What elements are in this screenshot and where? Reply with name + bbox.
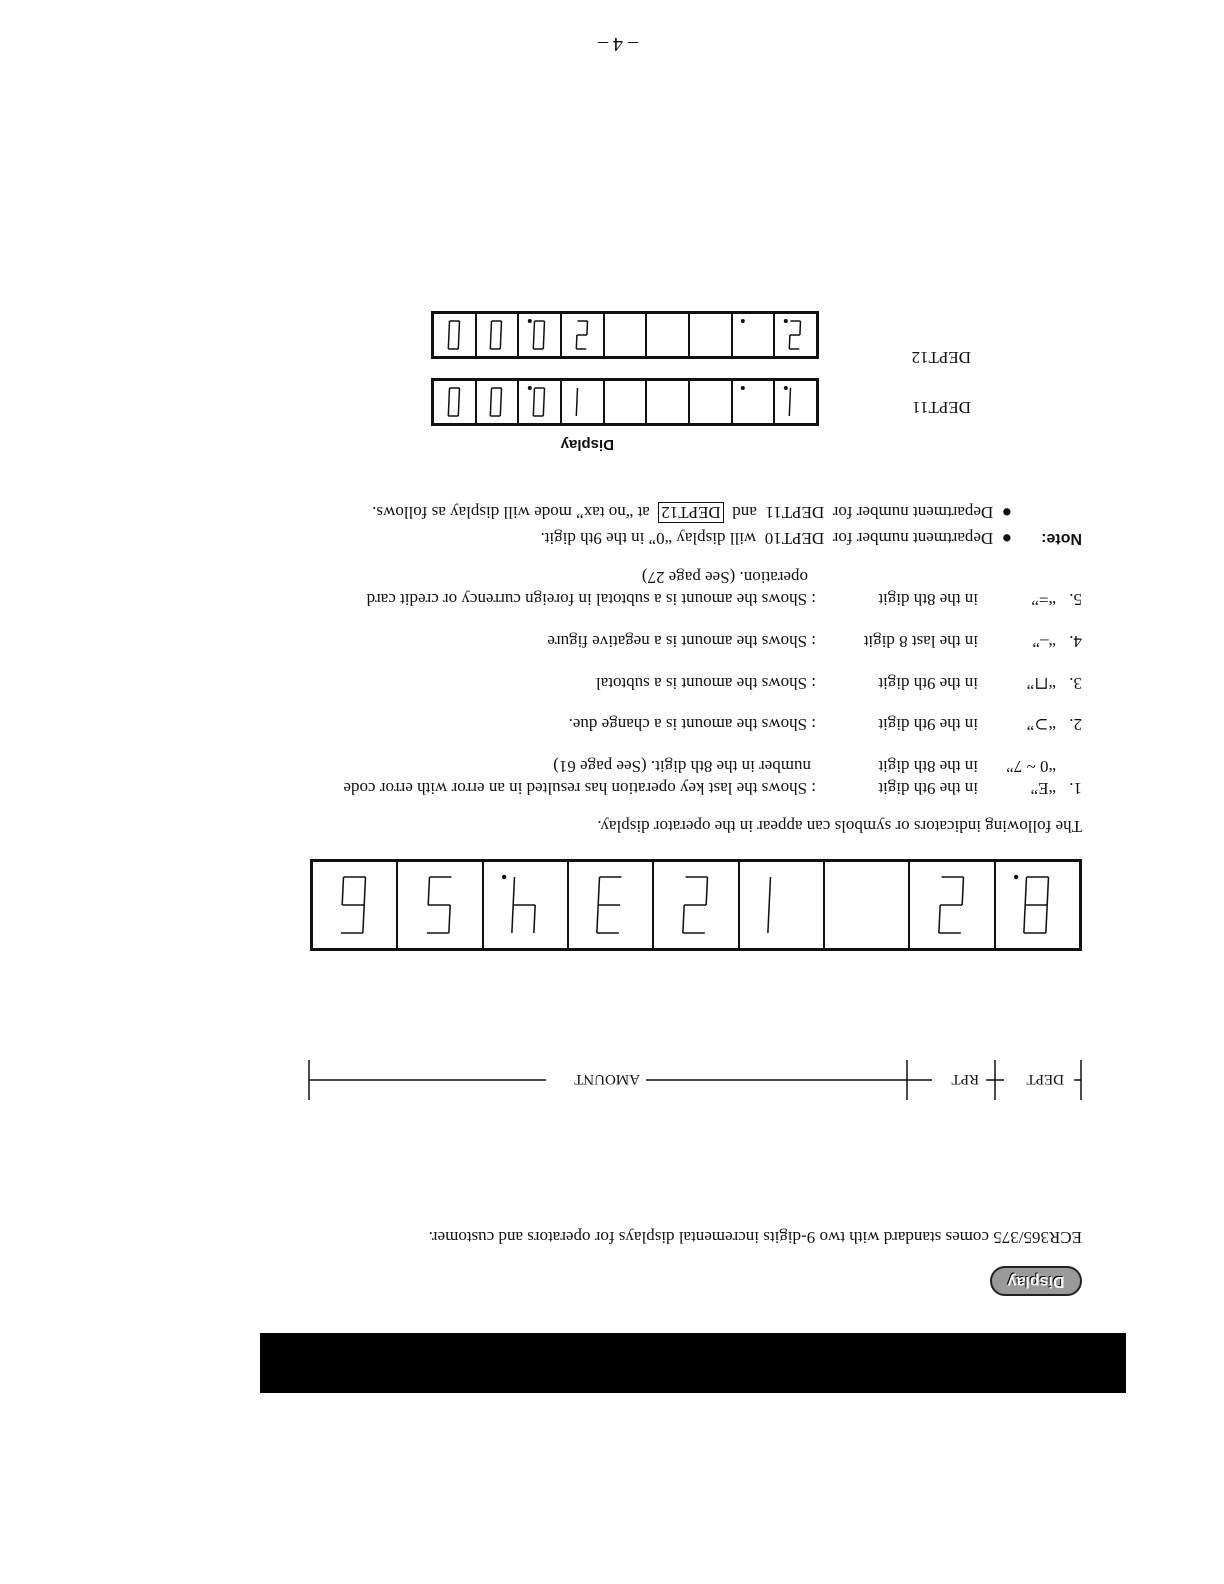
indicator-position: in the last 8 digit — [863, 632, 978, 651]
small-display-digit — [434, 314, 477, 356]
small-display-digit — [775, 381, 816, 423]
dept11-label: DEPT11 — [912, 398, 971, 417]
seven-segment-glyph — [996, 862, 1079, 948]
small-display-digit — [562, 381, 605, 423]
seven-segment-glyph — [484, 862, 567, 948]
note-text: Department number for — [832, 503, 994, 522]
seven-segment-glyph — [569, 862, 652, 948]
display-digit — [484, 862, 569, 948]
seven-segment-glyph — [911, 862, 994, 948]
small-display-digit — [562, 314, 605, 356]
display-digit — [825, 862, 910, 948]
indicators-heading: The following indicators or symbols can appear in the operator display. — [597, 817, 1082, 836]
indicator-description: : Shows the amount is a change due. — [568, 715, 816, 734]
rpt-group-label: RPT — [951, 1071, 979, 1087]
dept12-label: DEPT12 — [911, 348, 971, 367]
indicator-symbol: “E” — [1030, 779, 1056, 798]
seven-segment-glyph — [775, 381, 816, 423]
note-bullet — [372, 502, 1012, 522]
seven-segment-glyph — [647, 314, 688, 356]
note-bullet — [540, 528, 1012, 548]
indicator-number: 5. — [1069, 590, 1082, 609]
page-number: – 4 – — [598, 33, 638, 55]
seven-segment-glyph — [519, 314, 560, 356]
seven-segment-glyph — [399, 862, 482, 948]
seven-segment-glyph — [313, 862, 396, 948]
indicator-description: operation. (See page 27) — [641, 568, 808, 587]
display-caption: Display — [560, 436, 614, 453]
dept-key-boxed: DEPT12 — [658, 502, 724, 523]
small-display-digit — [477, 314, 520, 356]
seven-segment-glyph — [825, 862, 908, 948]
small-display-digit — [477, 381, 520, 423]
small-display-digit — [605, 314, 648, 356]
section-badge: Display — [990, 1266, 1082, 1296]
seven-segment-glyph — [562, 314, 603, 356]
dept12-display — [431, 311, 819, 359]
display-digit — [996, 862, 1079, 948]
small-display-digit — [647, 381, 690, 423]
indicator-symbol: “0 ~ 7” — [1006, 757, 1056, 776]
small-display-digit — [775, 314, 816, 356]
seven-segment-glyph — [655, 862, 738, 948]
seven-segment-glyph — [732, 381, 773, 423]
indicator-description: number in the 8th digit. (See page 61) — [553, 757, 811, 776]
indicator-symbol: “=” — [1031, 590, 1056, 609]
seven-segment-glyph — [604, 381, 645, 423]
small-display-digit — [519, 381, 562, 423]
small-display-digit — [519, 314, 562, 356]
seven-segment-glyph — [690, 314, 731, 356]
bullet-icon: ● — [1001, 529, 1012, 548]
seven-segment-glyph — [732, 314, 773, 356]
dept-group-label: DEPT — [1026, 1071, 1064, 1087]
seven-segment-glyph — [740, 862, 823, 948]
display-digit — [654, 862, 739, 948]
seven-segment-glyph — [434, 314, 475, 356]
indicator-number: 1. — [1069, 779, 1082, 798]
indicator-description: : Shows the amount is a negative figure — [547, 632, 816, 651]
indicator-symbol: “–” — [1032, 632, 1056, 651]
indicator-position: in the 8th digit — [878, 757, 978, 776]
header-bar — [260, 1333, 1126, 1393]
indicator-position: in the 8th digit — [878, 590, 978, 609]
dept-key-label: DEPT11 — [765, 503, 825, 522]
seven-segment-glyph — [775, 314, 816, 356]
indicator-position: in the 9th digit — [878, 715, 978, 734]
note-text: Department number for — [832, 529, 994, 548]
amount-group-label: AMOUNT — [574, 1071, 640, 1087]
display-digit — [569, 862, 654, 948]
note-text: will display “0” in the 9th digit. — [540, 529, 757, 548]
seven-segment-glyph — [519, 381, 560, 423]
indicator-description: : Shows the last key operation has resulted in an error with error code — [343, 779, 816, 798]
seven-segment-glyph — [562, 381, 603, 423]
small-display-digit — [605, 381, 648, 423]
small-display-digit — [690, 314, 733, 356]
indicator-number: 4. — [1069, 632, 1082, 651]
seven-segment-glyph — [434, 381, 475, 423]
indicator-number: 3. — [1069, 674, 1082, 693]
display-digit — [398, 862, 483, 948]
seven-segment-glyph — [604, 314, 645, 356]
dept-key-label: DEPT10 — [764, 529, 825, 548]
display-digit — [740, 862, 825, 948]
note-label: Note: — [1041, 530, 1082, 547]
indicator-number: 2. — [1069, 715, 1082, 734]
indicator-position: in the 9th digit — [878, 779, 978, 798]
note-text: and — [732, 503, 757, 522]
seven-segment-glyph — [476, 314, 517, 356]
indicator-description: : Shows the amount is a subtotal — [595, 674, 816, 693]
seven-segment-glyph — [476, 381, 517, 423]
seven-segment-glyph — [647, 381, 688, 423]
indicator-description: : Shows the amount is a subtotal in foreign currency or credit card — [366, 590, 816, 609]
display-digit — [313, 862, 398, 948]
small-display-digit — [733, 381, 776, 423]
seven-segment-glyph — [690, 381, 731, 423]
small-display-digit — [690, 381, 733, 423]
dept11-display — [431, 378, 819, 426]
small-display-digit — [647, 314, 690, 356]
bullet-icon: ● — [1001, 503, 1012, 522]
display-digit — [910, 862, 995, 948]
small-display-digit — [434, 381, 477, 423]
note-text: at “no tax” mode will display as follows. — [372, 503, 650, 522]
operator-display-example — [310, 859, 1082, 951]
indicator-symbol: “⊃” — [1026, 715, 1056, 734]
small-display-digit — [733, 314, 776, 356]
indicator-symbol: “⊓” — [1026, 674, 1056, 693]
indicator-position: in the 9th digit — [878, 674, 978, 693]
intro-text: ECR365/375 comes standard with two 9-digits incremental displays for operators and customer. — [428, 1228, 1082, 1247]
